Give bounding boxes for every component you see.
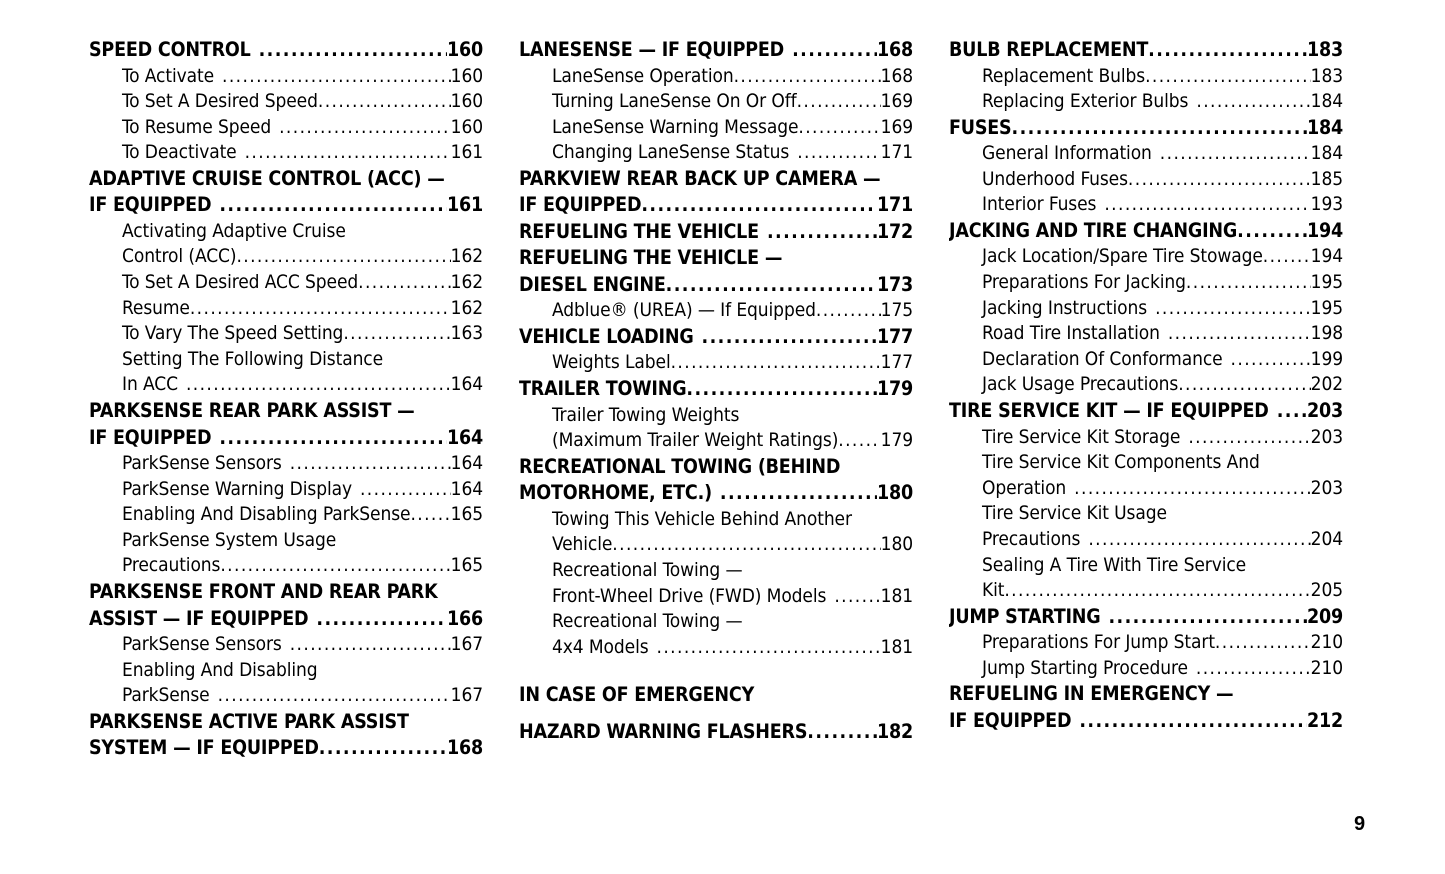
dot-leader [290, 451, 451, 477]
dot-leader [641, 192, 877, 219]
toc-page-number: 210 [1310, 631, 1343, 654]
toc-page-number: 183 [1310, 64, 1343, 87]
toc-page-number: 180 [876, 481, 913, 505]
toc-subentry [949, 501, 1343, 527]
toc-page-number: 203 [1310, 476, 1343, 499]
dot-leader [236, 244, 450, 270]
toc-page-number: 161 [450, 141, 483, 164]
toc-entry-title: Recreational Towing — [552, 558, 743, 581]
toc-entry-title: Underhood Fuses [982, 167, 1128, 190]
toc-entry-title: IF EQUIPPED [949, 708, 1072, 732]
toc-entry-title: PARKSENSE ACTIVE PARK ASSIST [89, 709, 409, 733]
toc-entry-title: IF EQUIPPED [89, 425, 212, 449]
toc-entry-title: VEHICLE LOADING [519, 324, 694, 348]
toc-subentry[interactable] [519, 89, 913, 115]
toc-entry-title: To Set A Desired ACC Speed [122, 271, 359, 294]
dot-leader [1196, 656, 1311, 682]
dot-leader [222, 64, 451, 90]
toc-page-number: 184 [1310, 142, 1343, 165]
dot-leader [612, 532, 880, 558]
dot-leader [1277, 398, 1307, 425]
toc-subentry[interactable] [519, 635, 913, 661]
toc-page-number: 160 [446, 38, 483, 61]
toc-entry-title: LaneSense Warning Message [552, 115, 799, 138]
toc-entry-title: Tire Service Kit Components And [982, 451, 1260, 474]
toc-entry-title: Road Tire Installation [982, 322, 1160, 345]
toc-subentry[interactable] [519, 532, 913, 558]
toc-page-number: 205 [1310, 579, 1343, 602]
dot-leader [1004, 578, 1310, 604]
toc-subentry [949, 553, 1343, 579]
dot-leader [671, 350, 881, 376]
toc-entry-title: Weights Label [552, 351, 671, 374]
toc-page-number: 169 [880, 90, 913, 113]
toc-subentry[interactable] [89, 477, 483, 503]
toc-page-number: 172 [876, 219, 913, 243]
toc-entry-title: Jump Starting Procedure [982, 656, 1188, 679]
toc-entry-title: Replacement Bulbs [982, 64, 1146, 87]
dot-leader [218, 683, 451, 709]
toc-heading [519, 245, 913, 272]
toc-page-number: 162 [450, 296, 483, 319]
toc-entry-title: Enabling And Disabling [122, 658, 318, 681]
toc-entry-title: Tire Service Kit Storage [982, 425, 1181, 448]
toc-page-number: 195 [1310, 296, 1343, 319]
toc-page-number: 202 [1310, 373, 1343, 396]
toc-subentry[interactable] [949, 630, 1343, 656]
dot-leader [702, 324, 877, 351]
dot-leader [245, 140, 451, 166]
toc-heading [89, 398, 483, 425]
toc-page-number: 177 [880, 351, 913, 374]
toc-heading[interactable] [519, 480, 913, 507]
toc-page-number: 165 [450, 503, 483, 526]
toc-subentry [949, 450, 1343, 476]
toc-entry-title: Precautions [982, 527, 1081, 550]
toc-entry-title: (Maximum Trailer Weight Ratings) [552, 429, 839, 452]
spacer [519, 709, 913, 719]
dot-leader [666, 272, 877, 299]
dot-leader [1186, 270, 1311, 296]
toc-subentry[interactable] [949, 141, 1343, 167]
toc-entry-title: REFUELING THE VEHICLE [519, 219, 759, 243]
dot-leader [1104, 192, 1310, 218]
toc-page-number: 168 [880, 64, 913, 87]
toc-heading[interactable] [519, 192, 913, 219]
toc-heading[interactable] [949, 37, 1343, 64]
toc-page-number: 160 [450, 115, 483, 138]
dot-leader [816, 298, 881, 324]
toc-subentry[interactable] [519, 298, 913, 324]
toc-page-number: 184 [1306, 115, 1343, 139]
toc-entry-title: ParkSense [122, 684, 210, 707]
toc-subentry[interactable] [89, 244, 483, 270]
toc-subentry[interactable] [949, 656, 1343, 682]
toc-entry-title: Jacking Instructions [982, 296, 1148, 319]
toc-subentry[interactable] [89, 502, 483, 528]
toc-entry-title: Jack Usage Precautions [982, 373, 1179, 396]
toc-page-number: 195 [1310, 271, 1343, 294]
dot-leader [1088, 527, 1310, 553]
toc-subentry[interactable] [949, 296, 1343, 322]
toc-page-number: 163 [450, 322, 483, 345]
dot-leader [1237, 218, 1307, 245]
toc-subentry[interactable] [519, 584, 913, 610]
toc-page-number: 175 [880, 299, 913, 322]
toc-entry-title: Control (ACC) [122, 245, 237, 268]
toc-heading [89, 166, 483, 193]
toc-entry-title: Precautions [122, 554, 221, 577]
toc-page-number: 193 [1310, 193, 1343, 216]
dot-leader [657, 635, 881, 661]
toc-page-number: 209 [1306, 604, 1343, 628]
dot-leader [797, 89, 881, 115]
toc-page-number: 203 [1310, 425, 1343, 448]
toc-heading[interactable] [519, 272, 913, 299]
toc-subentry[interactable] [949, 167, 1343, 193]
toc-page-number: 164 [446, 425, 483, 449]
toc-subentry[interactable] [949, 192, 1343, 218]
toc-entry-title: Preparations For Jacking [982, 271, 1186, 294]
toc-subentry[interactable] [949, 372, 1343, 398]
toc-entry-title: FUSES [949, 115, 1012, 139]
toc-page-number: 180 [880, 533, 913, 556]
toc-subentry[interactable] [949, 64, 1343, 90]
toc-entry-title: TRAILER TOWING [519, 377, 687, 401]
toc-heading[interactable] [519, 719, 913, 746]
toc-entry-title: BULB REPLACEMENT [949, 38, 1149, 61]
dot-leader [767, 219, 877, 246]
dot-leader [734, 64, 881, 90]
toc-heading[interactable] [949, 398, 1343, 425]
dot-leader [1178, 372, 1310, 398]
toc-entry-title: To Set A Desired Speed [122, 90, 318, 113]
toc-entry-title: Towing This Vehicle Behind Another [552, 507, 852, 530]
dot-leader [219, 425, 447, 452]
toc-page-number: 160 [450, 90, 483, 113]
toc-page-number: 164 [450, 477, 483, 500]
toc-page-number: 173 [876, 272, 913, 296]
toc-entry-title: PARKSENSE REAR PARK ASSIST — [89, 399, 415, 423]
toc-entry-title: LaneSense Operation [552, 64, 734, 87]
toc-heading[interactable] [89, 425, 483, 452]
dot-leader [360, 477, 451, 503]
page-number: 9 [1354, 813, 1366, 835]
dot-leader [1160, 141, 1311, 167]
toc-subentry [519, 507, 913, 533]
dot-leader [1148, 37, 1307, 64]
toc-subentry [89, 219, 483, 245]
toc-entry-title: ASSIST — IF EQUIPPED [89, 606, 309, 630]
toc-subentry[interactable] [949, 527, 1343, 553]
toc-page-number: 167 [450, 684, 483, 707]
toc-entry-title: Replacing Exterior Bulbs [982, 90, 1189, 113]
toc-page-number: 184 [1310, 90, 1343, 113]
toc-page-number: 164 [450, 373, 483, 396]
toc-subentry[interactable] [949, 578, 1343, 604]
toc-column-2 [519, 37, 913, 745]
toc-subentry[interactable] [89, 553, 483, 579]
dot-leader [797, 140, 880, 166]
toc-entry-title: HAZARD WARNING FLASHERS [519, 719, 808, 743]
toc-page-number: 204 [1310, 527, 1343, 550]
toc-subentry[interactable] [949, 476, 1343, 502]
toc-entry-title: ParkSense Warning Display [122, 477, 352, 500]
toc-heading [89, 579, 483, 606]
dot-leader [1263, 244, 1311, 270]
toc-heading[interactable] [89, 192, 483, 219]
toc-entry-title: TIRE SERVICE KIT — IF EQUIPPED [949, 399, 1269, 423]
toc-heading [89, 709, 483, 736]
toc-entry-title: Turning LaneSense On Or Off [552, 90, 797, 113]
dot-leader [1215, 630, 1311, 656]
toc-page-number: 194 [1306, 218, 1343, 242]
toc-page-number: 212 [1306, 708, 1343, 732]
toc-page-number: 166 [446, 606, 483, 630]
toc-heading[interactable] [89, 735, 483, 762]
toc-page-number: 162 [450, 271, 483, 294]
toc-page-number: 185 [1310, 167, 1343, 190]
toc-subentry [89, 347, 483, 373]
toc-subentry[interactable] [949, 347, 1343, 373]
toc-page-number: 182 [876, 719, 913, 743]
toc-subentry [89, 528, 483, 554]
toc-page-number: 179 [880, 429, 913, 452]
toc-entry-title: IF EQUIPPED [519, 193, 642, 217]
toc-subentry[interactable] [519, 350, 913, 376]
toc-subentry [519, 558, 913, 584]
toc-heading[interactable] [89, 37, 483, 64]
dot-leader [1168, 321, 1311, 347]
toc-subentry[interactable] [519, 140, 913, 166]
toc-heading[interactable] [519, 37, 913, 64]
toc-subentry[interactable] [949, 425, 1343, 451]
toc-subentry [519, 609, 913, 635]
spacer [519, 660, 913, 682]
toc-entry-title: Vehicle [552, 533, 613, 556]
toc-heading [949, 681, 1343, 708]
toc-entry-title: Declaration Of Conformance [982, 347, 1223, 370]
toc-subentry[interactable] [949, 270, 1343, 296]
dot-leader [290, 632, 451, 658]
toc-entry-title: To Deactivate [122, 141, 237, 164]
toc-subentry[interactable] [519, 428, 913, 454]
toc-page-number: 161 [446, 193, 483, 217]
toc-entry-title: DIESEL ENGINE [519, 272, 666, 296]
toc-subentry [519, 403, 913, 429]
toc-entry-title: Sealing A Tire With Tire Service [982, 553, 1247, 576]
toc-entry-title: 4x4 Models [552, 635, 649, 658]
dot-leader [1074, 476, 1311, 502]
toc-column-1 [89, 37, 483, 762]
toc-page-number: 168 [876, 38, 913, 61]
dot-leader [1145, 64, 1311, 90]
toc-heading[interactable] [519, 219, 913, 246]
dot-leader [1012, 115, 1307, 142]
toc-entry-title: General Information [982, 142, 1152, 165]
dot-leader [220, 553, 450, 579]
toc-entry-title: Changing LaneSense Status [552, 141, 790, 164]
toc-subentry[interactable] [89, 89, 483, 115]
toc-entry-title: Adblue® (UREA) — If Equipped [552, 299, 816, 322]
toc-page-number: 177 [876, 324, 913, 348]
toc-entry-title: Setting The Following Distance [122, 347, 384, 370]
dot-leader [1196, 89, 1310, 115]
toc-heading [519, 682, 913, 709]
toc-entry-title: ParkSense Sensors [122, 633, 282, 655]
toc-subentry[interactable] [89, 296, 483, 322]
dot-leader [343, 321, 450, 347]
dot-leader [219, 192, 447, 219]
dot-leader [190, 296, 451, 322]
dot-leader [1231, 347, 1311, 373]
toc-subentry[interactable] [949, 89, 1343, 115]
dot-leader [1128, 167, 1311, 193]
toc-page-number: 179 [876, 377, 913, 401]
toc-page-number: 210 [1310, 656, 1343, 679]
toc-entry-title: PARKSENSE FRONT AND REAR PARK [89, 580, 438, 603]
toc-page-number: 183 [1306, 38, 1343, 61]
toc-page-number: 168 [446, 736, 483, 760]
toc-entry-title: Preparations For Jump Start [982, 631, 1215, 654]
dot-leader [259, 37, 447, 64]
toc-subentry[interactable] [89, 115, 483, 141]
toc-subentry[interactable] [89, 632, 483, 658]
toc-heading[interactable] [519, 324, 913, 351]
dot-leader [798, 115, 880, 141]
toc-entry-title: ParkSense System Usage [122, 528, 337, 551]
dot-leader [186, 372, 451, 398]
toc-page-number: 198 [1310, 322, 1343, 345]
dot-leader [1079, 708, 1307, 735]
dot-leader [1155, 296, 1311, 322]
dot-leader [1108, 604, 1307, 631]
dot-leader [319, 735, 447, 762]
dot-leader [410, 502, 450, 528]
toc-entry-title: Enabling And Disabling ParkSense [122, 503, 411, 526]
toc-entry-title: IF EQUIPPED [89, 193, 212, 217]
toc-entry-title: ParkSense Sensors [122, 452, 282, 475]
toc-heading[interactable] [949, 604, 1343, 631]
toc-entry-title: JUMP STARTING [949, 604, 1101, 628]
toc-entry-title: REFUELING THE VEHICLE — [519, 246, 783, 270]
toc-page-number: 171 [880, 141, 913, 164]
toc-entry-title: ADAPTIVE CRUISE CONTROL (ACC) — [89, 166, 445, 190]
toc-heading[interactable] [949, 708, 1343, 735]
toc-subentry[interactable] [89, 321, 483, 347]
toc-heading [519, 454, 913, 481]
toc-subentry[interactable] [949, 244, 1343, 270]
dot-leader [720, 480, 877, 507]
toc-entry-title: IN CASE OF EMERGENCY [519, 683, 755, 707]
toc-entry-title: In ACC [122, 373, 178, 396]
toc-subentry [89, 658, 483, 684]
toc-page-number: 162 [450, 245, 483, 268]
toc-entry-title: Interior Fuses [982, 193, 1097, 216]
toc-entry-title: Operation [982, 476, 1067, 499]
toc-page-number: 160 [450, 64, 483, 87]
toc-entry-title: Activating Adaptive Cruise [122, 219, 346, 242]
toc-subentry[interactable] [89, 270, 483, 296]
toc-entry-title: Jack Location/Spare Tire Stowage [982, 245, 1263, 268]
toc-entry-title: MOTORHOME, ETC.) [519, 481, 712, 505]
dot-leader [1188, 425, 1310, 451]
toc-entry-title: To Activate [122, 64, 214, 87]
toc-heading [519, 166, 913, 193]
toc-column-3 [949, 37, 1343, 734]
toc-entry-title: PARKVIEW REAR BACK UP CAMERA — [519, 166, 881, 190]
toc-page-number: 199 [1310, 347, 1343, 370]
toc-entry-title: Resume [122, 296, 190, 319]
toc-entry-title: To Resume Speed [122, 115, 272, 138]
toc-subentry[interactable] [89, 140, 483, 166]
dot-leader [807, 719, 877, 746]
dot-leader [279, 115, 451, 141]
toc-entry-title: Trailer Towing Weights [552, 403, 740, 426]
dot-leader [316, 606, 447, 633]
toc-subentry[interactable] [89, 451, 483, 477]
toc-entry-title: REFUELING IN EMERGENCY — [949, 682, 1234, 706]
toc-heading[interactable] [89, 606, 483, 633]
toc-page-number: 165 [450, 554, 483, 577]
toc-page-number: 203 [1306, 399, 1343, 423]
dot-leader [318, 89, 451, 115]
toc-entry-title: Tire Service Kit Usage [982, 502, 1167, 525]
toc-page-number: 194 [1310, 245, 1343, 268]
dot-leader [834, 584, 880, 610]
toc-entry-title: RECREATIONAL TOWING (BEHIND [519, 454, 841, 478]
toc-entry-title: JACKING AND TIRE CHANGING [949, 218, 1238, 242]
toc-entry-title: Kit [982, 579, 1005, 602]
toc-page-number: 167 [450, 633, 483, 655]
toc-subentry[interactable] [949, 321, 1343, 347]
toc-page-number: 181 [880, 584, 913, 607]
toc-subentry[interactable] [89, 372, 483, 398]
toc-subentry[interactable] [519, 115, 913, 141]
toc-page-number: 181 [880, 635, 913, 658]
dot-leader [358, 270, 451, 296]
dot-leader [792, 37, 877, 64]
toc-entry-title: LANESENSE — IF EQUIPPED [519, 38, 785, 61]
toc-heading[interactable] [949, 115, 1343, 142]
toc-page-number: 164 [450, 452, 483, 475]
dot-leader [686, 376, 877, 403]
toc-entry-title: Recreational Towing — [552, 610, 743, 633]
toc-entry-title: SPEED CONTROL [89, 38, 251, 61]
toc-subentry[interactable] [519, 64, 913, 90]
toc-entry-title: To Vary The Speed Setting [122, 322, 344, 345]
dot-leader [838, 428, 880, 454]
toc-entry-title: Front-Wheel Drive (FWD) Models [552, 584, 827, 607]
toc-subentry[interactable] [89, 683, 483, 709]
toc-heading[interactable] [519, 376, 913, 403]
toc-page-number: 169 [880, 115, 913, 138]
toc-heading[interactable] [949, 218, 1343, 245]
toc-subentry[interactable] [89, 64, 483, 90]
toc-entry-title: SYSTEM — IF EQUIPPED [89, 736, 319, 760]
toc-page-number: 171 [876, 193, 913, 217]
